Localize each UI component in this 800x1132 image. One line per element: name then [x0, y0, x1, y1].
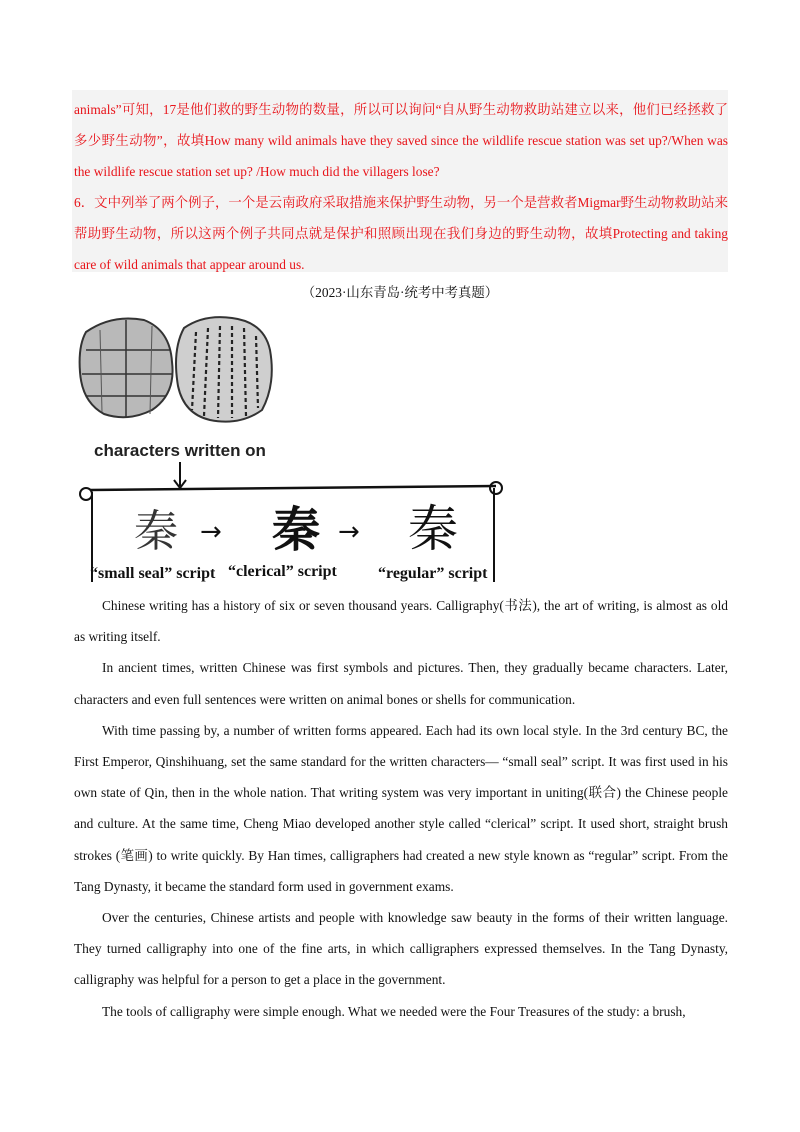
tortoise-shell-image — [80, 319, 173, 419]
passage-paragraph-5: The tools of calligraphy were simple enough. What we needed were the Four Treasures of the study: a brush, — [102, 1003, 686, 1019]
figure-caption-top: characters written on — [94, 441, 266, 460]
calligraphy-figure — [72, 310, 508, 582]
small-seal-label: “small seal” script — [90, 565, 216, 582]
answer-explanation — [74, 94, 728, 280]
clerical-glyph: 秦 — [272, 502, 321, 558]
regular-glyph: 秦 — [408, 500, 458, 558]
question-source: （2023·山东青岛·统考中考真题） — [301, 285, 499, 300]
passage-paragraph-4: Over the centuries, Chinese artists and people with knowledge saw beauty in the forms of their written language. They turned calligraphy into one of the fine arts, in which calligraphers expressed themselves. In the Tang Dynasty, calligraphy was helpful for a person to get a place in the government. — [74, 910, 728, 988]
arrow-icon: → — [338, 517, 360, 547]
regular-label: “regular” script — [378, 565, 488, 582]
answer-paragraph-2: 6．文中列举了两个例子，一个是云南政府采取措施来保护野生动物，另一个是营救者Migmar野生动物救助站来帮助野生动物，所以这两个例子共同点就是保护和照顾出现在我们身边的野生动物，故填Protecting and taking care of wild animals that appear around us. — [74, 195, 728, 272]
calligraphy-illustration — [72, 310, 508, 582]
small-seal-glyph: 秦 — [134, 506, 178, 557]
answer-paragraph-1: animals”可知，17是他们救的野生动物的数量，所以可以询问“自从野生动物救助站建立以来，他们已经拯救了多少野生动物”，故填How many wild animals have they saved since the wildlife rescue station was set up?/When was the wildlife rescue station set up? /How much did the villagers lose? — [74, 102, 728, 179]
reading-passage — [74, 590, 728, 1027]
oracle-bone-image — [176, 317, 272, 422]
passage-paragraph-3: With time passing by, a number of written forms appeared. Each had its own local style. In the 3rd century BC, the First Emperor, Qinshihuang, set the same standard for the written characters— “small seal” script. It was first used in his own state of Qin, then in the whole nation. That writing system was very important in uniting(联合) the Chinese people and culture. At the same time, Cheng Miao developed another style called “clerical” script. It used short, straight brush strokes (笔画) to write quickly. By Han times, calligraphers had created a new style known as “regular” script. From the Tang Dynasty, it became the standard form used in government exams. — [74, 722, 728, 894]
arrow-icon: → — [200, 517, 222, 547]
passage-paragraph-1: Chinese writing has a history of six or seven thousand years. Calligraphy(书法), the art of writing, is almost as old as writing itself. — [74, 598, 728, 645]
clerical-label: “clerical” script — [228, 563, 337, 580]
passage-paragraph-2: In ancient times, written Chinese was first symbols and pictures. Then, they gradually became characters. Later, characters and even full sentences were written on animal bones or shells for communication. — [74, 660, 728, 707]
